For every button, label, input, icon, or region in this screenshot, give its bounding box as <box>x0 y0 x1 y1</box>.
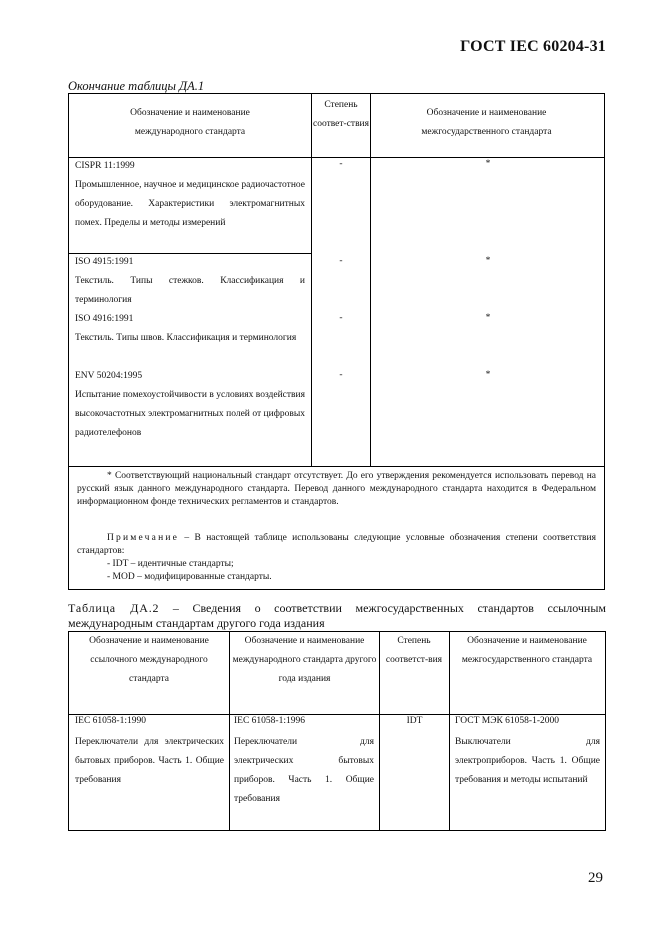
row4-mark: * <box>485 370 491 380</box>
col2-header: Степень соответ-ствия <box>313 100 370 129</box>
t2-col3-header: Степень соответст-вия <box>385 636 443 665</box>
row1-mark: * <box>485 159 491 169</box>
t2-col4-header: Обозначение и наименование межгосударственного стандарта <box>461 636 593 665</box>
row2-title: Текстиль. Типы стежков. Классификация и терминология <box>75 276 305 305</box>
table1-caption: Окончание таблицы ДА.1 <box>68 79 205 93</box>
note-text: – В настоящей таблице использованы следующие условные обозначения степени соответствия стандартов: <box>77 533 596 556</box>
note-item-mod: - MOD – модифицированные стандарты. <box>107 572 272 582</box>
table1-note <box>77 532 596 558</box>
note-item-idt: - IDT – идентичные стандарты; <box>107 559 234 569</box>
row1-degree: - <box>339 159 343 169</box>
row3-title: Текстиль. Типы швов. Классификация и терминология <box>75 333 297 343</box>
t2-other-title: Переключатели для электрических бытовых приборов. Часть 1. Общие требования <box>234 737 374 804</box>
t2-col2-header: Обозначение и наименование международного стандарта другого года издания <box>232 636 377 684</box>
t2-ref-title: Переключатели для электрических бытовых приборов. Часть 1. Общие требования <box>75 737 224 785</box>
row2-code: ISO 4915:1991 <box>75 257 134 267</box>
table-da1 <box>68 93 605 590</box>
document-code-header: ГОСТ IEC 60204-31 <box>460 38 606 55</box>
table2-title-rest: – Сведения о соответствии межгосударственных стандартов ссылочным международным стандартам другого года издания <box>68 601 606 630</box>
row2-degree: - <box>339 256 343 266</box>
table1-footnote: * Соответствующий национальный стандарт отсутствует. До его утверждения рекомендуется использовать перевод на русский язык данного международного стандарта. Перевод данного международного стандарта находится в Федеральном информационном фонде технических регламентов и стандартов. <box>77 471 596 507</box>
row1-title: Промышленное, научное и медицинское радиочастотное оборудование. Характеристики электромагнитных помех. Пределы и методы измерений <box>75 180 305 228</box>
row4-code: ENV 50204:1995 <box>75 371 143 381</box>
row4-degree: - <box>339 370 343 380</box>
page-number: 29 <box>588 870 603 886</box>
row3-mark: * <box>485 313 491 323</box>
row4-title: Испытание помехоустойчивости в условиях воздействия высокочастотных электромагнитных полей от цифровых радиотелефонов <box>75 390 305 438</box>
table2-title <box>68 601 606 631</box>
t2-gost-code: ГОСТ МЭК 61058-1-2000 <box>455 716 560 726</box>
t2-degree: IDT <box>406 716 423 726</box>
col3-header: Обозначение и наименование межгосударственного стандарта <box>421 108 552 137</box>
row3-degree: - <box>339 313 343 323</box>
t2-col1-header: Обозначение и наименование ссылочного международного стандарта <box>89 636 209 684</box>
row1-code: CISPR 11:1999 <box>75 161 135 171</box>
note-label: Примечание <box>107 533 180 543</box>
t2-gost-title: Выключатели для электроприборов. Часть 1. Общие требования и методы испытаний <box>455 737 600 785</box>
table2-title-lead: Таблица ДА.2 <box>68 601 160 615</box>
t2-other-code: IEC 61058-1:1996 <box>234 716 305 726</box>
table-da2 <box>68 631 606 831</box>
row3-code: ISO 4916:1991 <box>75 314 134 324</box>
t2-ref-code: IEC 61058-1:1990 <box>75 716 146 726</box>
col1-header: Обозначение и наименование международного стандарта <box>130 108 250 137</box>
row2-mark: * <box>485 256 491 266</box>
